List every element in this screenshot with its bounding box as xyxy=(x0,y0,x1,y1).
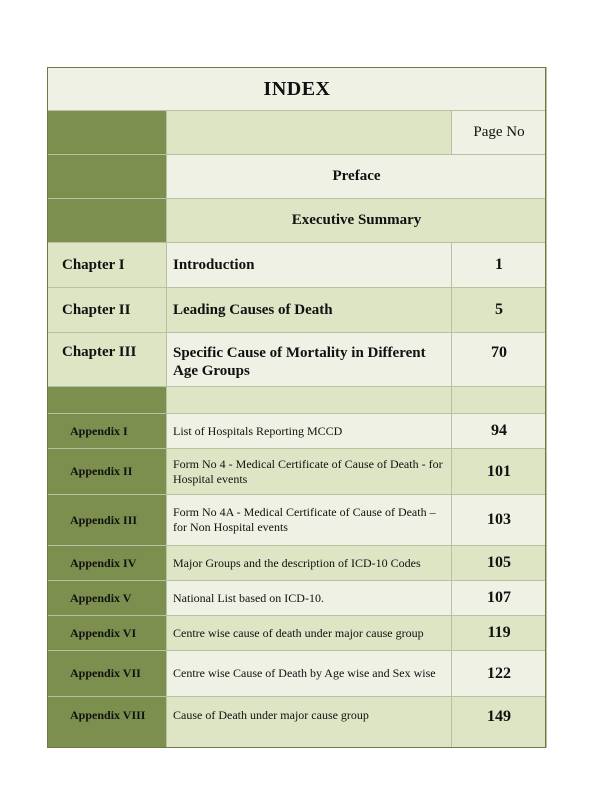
spacer-row xyxy=(48,387,547,414)
chapter-row xyxy=(48,333,547,387)
spacer-cell xyxy=(167,387,452,414)
appendix-label: Appendix II xyxy=(48,449,167,495)
appendix-page: 103 xyxy=(452,495,547,546)
appendix-title: Centre wise Cause of Death by Age wise and Sex wise xyxy=(167,651,452,697)
appendix-label: Appendix IV xyxy=(48,546,167,581)
appendix-title: Form No 4A - Medical Certificate of Cause of Death – for Non Hospital events xyxy=(167,495,452,546)
chapter-label: Chapter II xyxy=(48,288,167,333)
exec-summary-row xyxy=(48,199,547,243)
appendix-title: Major Groups and the description of ICD-10 Codes xyxy=(167,546,452,581)
appendix-label: Appendix I xyxy=(48,414,167,449)
title-row xyxy=(48,68,547,111)
appendix-row xyxy=(48,697,547,748)
chapter-page: 1 xyxy=(452,243,547,288)
appendix-page: 122 xyxy=(452,651,547,697)
exec-summary-title: Executive Summary xyxy=(167,199,547,243)
index-table xyxy=(47,67,547,748)
page-no-header: Page No xyxy=(452,111,547,155)
chapter-label: Chapter III xyxy=(48,333,167,387)
chapter-title: Specific Cause of Mortality in Different Age Groups xyxy=(167,333,452,387)
header-blank xyxy=(167,111,452,155)
chapter-page: 5 xyxy=(452,288,547,333)
appendix-row xyxy=(48,651,547,697)
chapter-row xyxy=(48,288,547,333)
appendix-row xyxy=(48,616,547,651)
appendix-title: Centre wise cause of death under major cause group xyxy=(167,616,452,651)
appendix-row xyxy=(48,546,547,581)
chapter-label: Chapter I xyxy=(48,243,167,288)
appendix-page: 107 xyxy=(452,581,547,616)
preface-spacer xyxy=(48,155,167,199)
preface-title: Preface xyxy=(167,155,547,199)
appendix-row xyxy=(48,495,547,546)
appendix-label: Appendix VII xyxy=(48,651,167,697)
appendix-label: Appendix VI xyxy=(48,616,167,651)
appendix-row xyxy=(48,414,547,449)
appendix-row xyxy=(48,449,547,495)
chapter-title: Introduction xyxy=(167,243,452,288)
exec-summary-spacer xyxy=(48,199,167,243)
chapter-row xyxy=(48,243,547,288)
appendix-title: Cause of Death under major cause group xyxy=(167,697,452,748)
appendix-page: 119 xyxy=(452,616,547,651)
appendix-title: National List based on ICD-10. xyxy=(167,581,452,616)
spacer-cell xyxy=(452,387,547,414)
preface-row xyxy=(48,155,547,199)
appendix-row xyxy=(48,581,547,616)
chapter-title: Leading Causes of Death xyxy=(167,288,452,333)
appendix-label: Appendix VIII xyxy=(48,697,167,748)
appendix-label: Appendix V xyxy=(48,581,167,616)
appendix-label: Appendix III xyxy=(48,495,167,546)
appendix-title: List of Hospitals Reporting MCCD xyxy=(167,414,452,449)
appendix-page: 149 xyxy=(452,697,547,748)
header-spacer xyxy=(48,111,167,155)
appendix-page: 101 xyxy=(452,449,547,495)
appendix-page: 105 xyxy=(452,546,547,581)
header-row xyxy=(48,111,547,155)
chapter-page: 70 xyxy=(452,333,547,387)
appendix-page: 94 xyxy=(452,414,547,449)
page-title: INDEX xyxy=(48,68,547,111)
spacer-cell xyxy=(48,387,167,414)
appendix-title: Form No 4 - Medical Certificate of Cause of Death - for Hospital events xyxy=(167,449,452,495)
